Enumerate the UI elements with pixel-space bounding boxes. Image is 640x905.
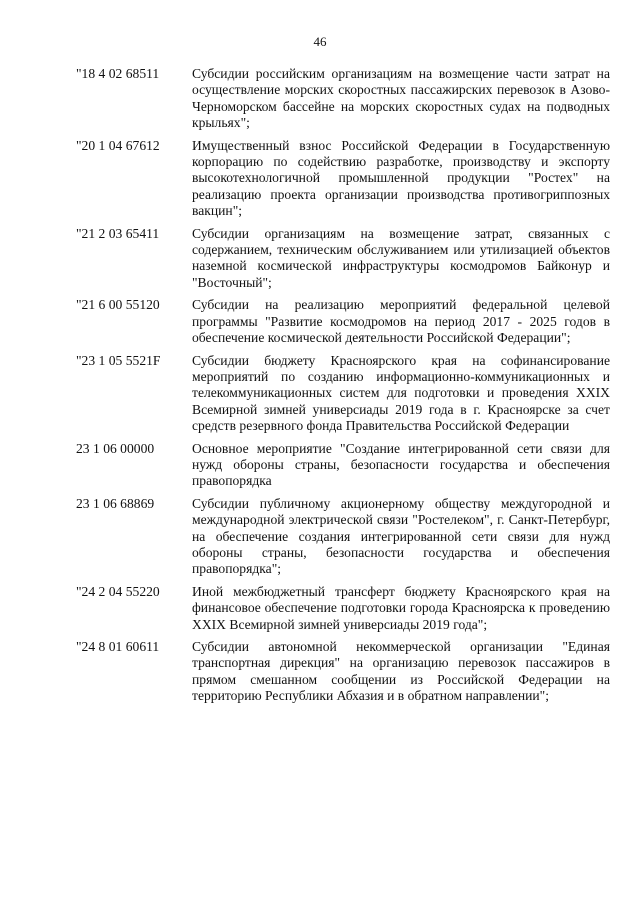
code-description: Имущественный взнос Российской Федерации в Государственную корпорацию по содействию разработке, производству и экспорту высокотехнологичной промышленной продукции "Ростех" на реализацию проекта организации производства противогриппозных вакцин"; xyxy=(192,137,610,219)
list-item xyxy=(76,441,610,490)
budget-code: "18 4 02 68511 xyxy=(76,66,160,81)
list-item xyxy=(76,584,610,633)
budget-code: "24 2 04 55220 xyxy=(76,583,160,599)
code-description: Субсидии автономной некоммерческой организации "Единая транспортная дирекция" на организацию перевозок пассажиров в прямом смешанном сообщении из Российской Федерации на территорию Республики Абхазия и в обратном направлении"; xyxy=(192,639,610,704)
code-description: Субсидии на реализацию мероприятий федеральной целевой программы "Развитие космодромов на период 2017 - 2025 годов в обеспечение космической деятельности Российской Федерации"; xyxy=(192,297,610,346)
budget-code-list xyxy=(76,66,610,711)
budget-code: "21 2 03 65411 xyxy=(76,225,160,241)
code-description: Субсидии публичному акционерному обществу междугородной и международной электрической связи "Ростелеком", г. Санкт-Петербург, на обеспечение создания интегрированной сети связи для нужд обороны страны, безопасности государства и обеспечения правопорядка"; xyxy=(192,495,610,577)
budget-code: 23 1 06 68869 xyxy=(76,495,155,511)
list-item xyxy=(76,496,610,578)
code-description: Субсидии бюджету Красноярского края на софинансирование мероприятий по созданию информационно-коммуникационных и телекоммуникационных систем для подготовки и проведения XXIX Всемирной зимней универсиады 2019 года в г. Красноярске за счет средств резервного фонда Правительства Российской Федерации xyxy=(192,352,610,434)
list-item xyxy=(76,639,610,705)
budget-code: "20 1 04 67612 xyxy=(76,137,160,153)
list-item xyxy=(76,297,610,346)
budget-code: "23 1 05 5521F xyxy=(76,352,161,368)
list-item xyxy=(76,66,610,132)
budget-code: "24 8 01 60611 xyxy=(76,639,160,654)
code-description: Субсидии российским организациям на возмещение части затрат на осуществление морских скоростных пассажирских перевозок в Азово-Черноморском бассейне на морских скоростных судах на подводных крыльях"; xyxy=(192,66,610,131)
code-description: Иной межбюджетный трансферт бюджету Красноярского края на финансовое обеспечение подготовки города Красноярска к проведению XXIX Всемирной зимней универсиады 2019 года"; xyxy=(192,583,610,632)
page-number: 46 xyxy=(313,34,327,49)
list-item xyxy=(76,226,610,292)
budget-code: 23 1 06 00000 xyxy=(76,440,155,456)
list-item xyxy=(76,138,610,220)
code-description: Основное мероприятие "Создание интегрированной сети связи для нужд обороны страны, безопасности государства и обеспечения правопорядка xyxy=(192,440,610,489)
budget-code: "21 6 00 55120 xyxy=(76,297,160,313)
list-item xyxy=(76,353,610,435)
code-description: Субсидии организациям на возмещение затрат, связанных с содержанием, техническим обслуживанием или утилизацией объектов наземной космической инфраструктуры космодромов Байконур и "Восточный"; xyxy=(192,225,610,290)
